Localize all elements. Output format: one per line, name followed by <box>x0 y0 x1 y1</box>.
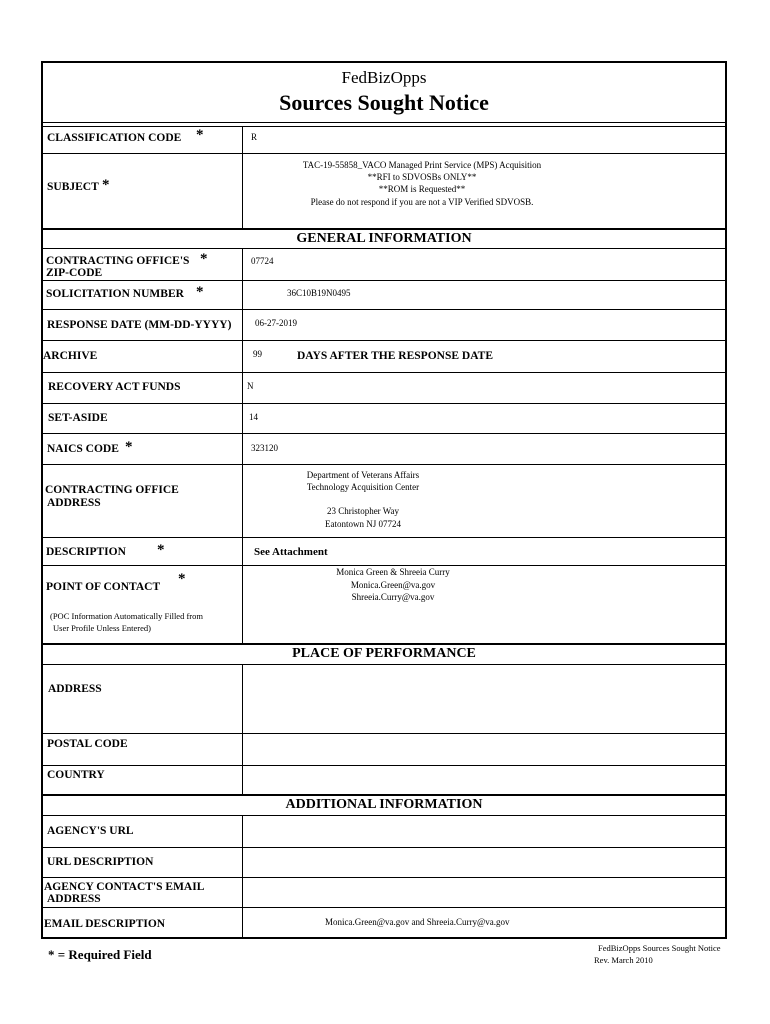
poc-line[interactable]: Shreeia.Curry@va.gov <box>351 592 435 602</box>
rule <box>41 765 727 766</box>
set-aside-value[interactable]: 14 <box>249 412 258 422</box>
office-address-line[interactable]: 23 Christopher Way <box>326 506 400 516</box>
rule <box>41 340 727 341</box>
form-name: FedBizOpps Sources Sought Notice <box>598 943 721 953</box>
rule <box>41 815 727 816</box>
office-address-label: CONTRACTING OFFICE <box>45 484 179 496</box>
email-description-value[interactable]: Monica.Green@va.gov and Shreeia.Curry@va.gov <box>325 917 510 927</box>
poc-note-line2: User Profile Unless Entered) <box>53 623 151 633</box>
rule <box>41 537 727 538</box>
description-value[interactable]: See Attachment <box>254 546 328 558</box>
archive-suffix: DAYS AFTER THE RESPONSE DATE <box>297 350 493 362</box>
rule <box>41 733 727 734</box>
rule <box>41 372 727 373</box>
agency-url-label: AGENCY'S URL <box>47 825 134 837</box>
poc-line[interactable]: Monica.Green@va.gov <box>350 580 436 590</box>
postal-code-label: POSTAL CODE <box>47 738 128 750</box>
section-additional-information: ADDITIONAL INFORMATION <box>285 797 483 812</box>
rule <box>41 433 727 434</box>
poc-line[interactable]: Monica Green & Shreeia Curry <box>336 567 450 577</box>
email-description-label: EMAIL DESCRIPTION <box>44 918 166 930</box>
rule <box>41 847 727 848</box>
solicitation-number-value[interactable]: 36C10B19N0495 <box>287 288 351 298</box>
site-name: FedBizOpps <box>341 68 427 87</box>
section-general-information: GENERAL INFORMATION <box>296 231 472 246</box>
pop-address-label: ADDRESS <box>48 683 102 695</box>
office-address-line[interactable]: Technology Acquisition Center <box>306 482 420 492</box>
rule <box>41 464 727 465</box>
naics-code-value[interactable]: 323120 <box>251 443 278 453</box>
rule <box>41 248 727 249</box>
country-label: COUNTRY <box>47 769 105 781</box>
recovery-act-funds-label: RECOVERY ACT FUNDS <box>48 381 181 393</box>
required-marker: * <box>102 177 110 193</box>
subject-line[interactable]: TAC-19-55858_VACO Managed Print Service (MPS) Acquisition <box>302 160 542 170</box>
column-divider <box>242 664 243 794</box>
rule <box>41 403 727 404</box>
rule <box>41 907 727 908</box>
rule <box>41 643 727 645</box>
office-address-line[interactable]: Department of Veterans Affairs <box>306 470 420 480</box>
rule <box>41 228 727 230</box>
required-marker: * <box>196 284 204 300</box>
required-marker: * <box>178 571 186 587</box>
response-date-label: RESPONSE DATE (MM-DD-YYYY) <box>47 319 232 331</box>
zip-code-label-line2: ZIP-CODE <box>46 267 103 279</box>
response-date-value[interactable]: 06-27-2019 <box>255 318 297 328</box>
description-label: DESCRIPTION <box>46 546 126 558</box>
required-marker: * <box>125 439 133 455</box>
url-description-label: URL DESCRIPTION <box>47 856 154 868</box>
set-aside-label: SET-ASIDE <box>48 412 108 424</box>
form-revision: Rev. March 2010 <box>594 955 653 965</box>
agency-email-label: AGENCY CONTACT'S EMAIL <box>44 881 205 893</box>
office-address-label-line2: ADDRESS <box>47 497 101 509</box>
subject-line[interactable]: Please do not respond if you are not a VIP Verified SDVOSB. <box>310 197 534 207</box>
rule <box>41 126 727 127</box>
office-address-line[interactable]: Eatontown NJ 07724 <box>325 519 401 529</box>
column-divider <box>242 248 243 643</box>
section-place-of-performance: PLACE OF PERFORMANCE <box>292 646 476 661</box>
classification-code-label: CLASSIFICATION CODE <box>47 132 182 144</box>
solicitation-number-label: SOLICITATION NUMBER <box>46 288 184 300</box>
rule <box>41 280 727 281</box>
subject-line[interactable]: **ROM is Requested** <box>378 184 466 194</box>
page-title: Sources Sought Notice <box>279 90 489 115</box>
rule <box>41 664 727 665</box>
point-of-contact-label: POINT OF CONTACT <box>46 581 161 593</box>
required-marker: * <box>200 251 208 267</box>
archive-value[interactable]: 99 <box>253 349 262 359</box>
poc-note: (POC Information Automatically Filled from <box>50 611 203 621</box>
classification-code-value[interactable]: R <box>251 132 258 142</box>
required-field-note: * = Required Field <box>48 947 152 962</box>
rule <box>41 877 727 878</box>
rule <box>41 794 727 796</box>
recovery-act-funds-value[interactable]: N <box>247 381 254 391</box>
column-divider <box>242 815 243 939</box>
agency-email-label-line2: ADDRESS <box>47 893 101 905</box>
subject-label: SUBJECT <box>47 181 99 193</box>
zip-code-value[interactable]: 07724 <box>251 256 274 266</box>
archive-label: ARCHIVE <box>43 350 98 362</box>
subject-line[interactable]: **RFI to SDVOSBs ONLY** <box>367 172 477 182</box>
naics-code-label: NAICS CODE <box>47 443 119 455</box>
required-marker: * <box>157 542 165 558</box>
rule <box>41 153 727 154</box>
zip-code-label: CONTRACTING OFFICE'S <box>46 255 190 267</box>
rule <box>41 309 727 310</box>
rule <box>41 122 727 123</box>
required-marker: * <box>196 127 204 143</box>
